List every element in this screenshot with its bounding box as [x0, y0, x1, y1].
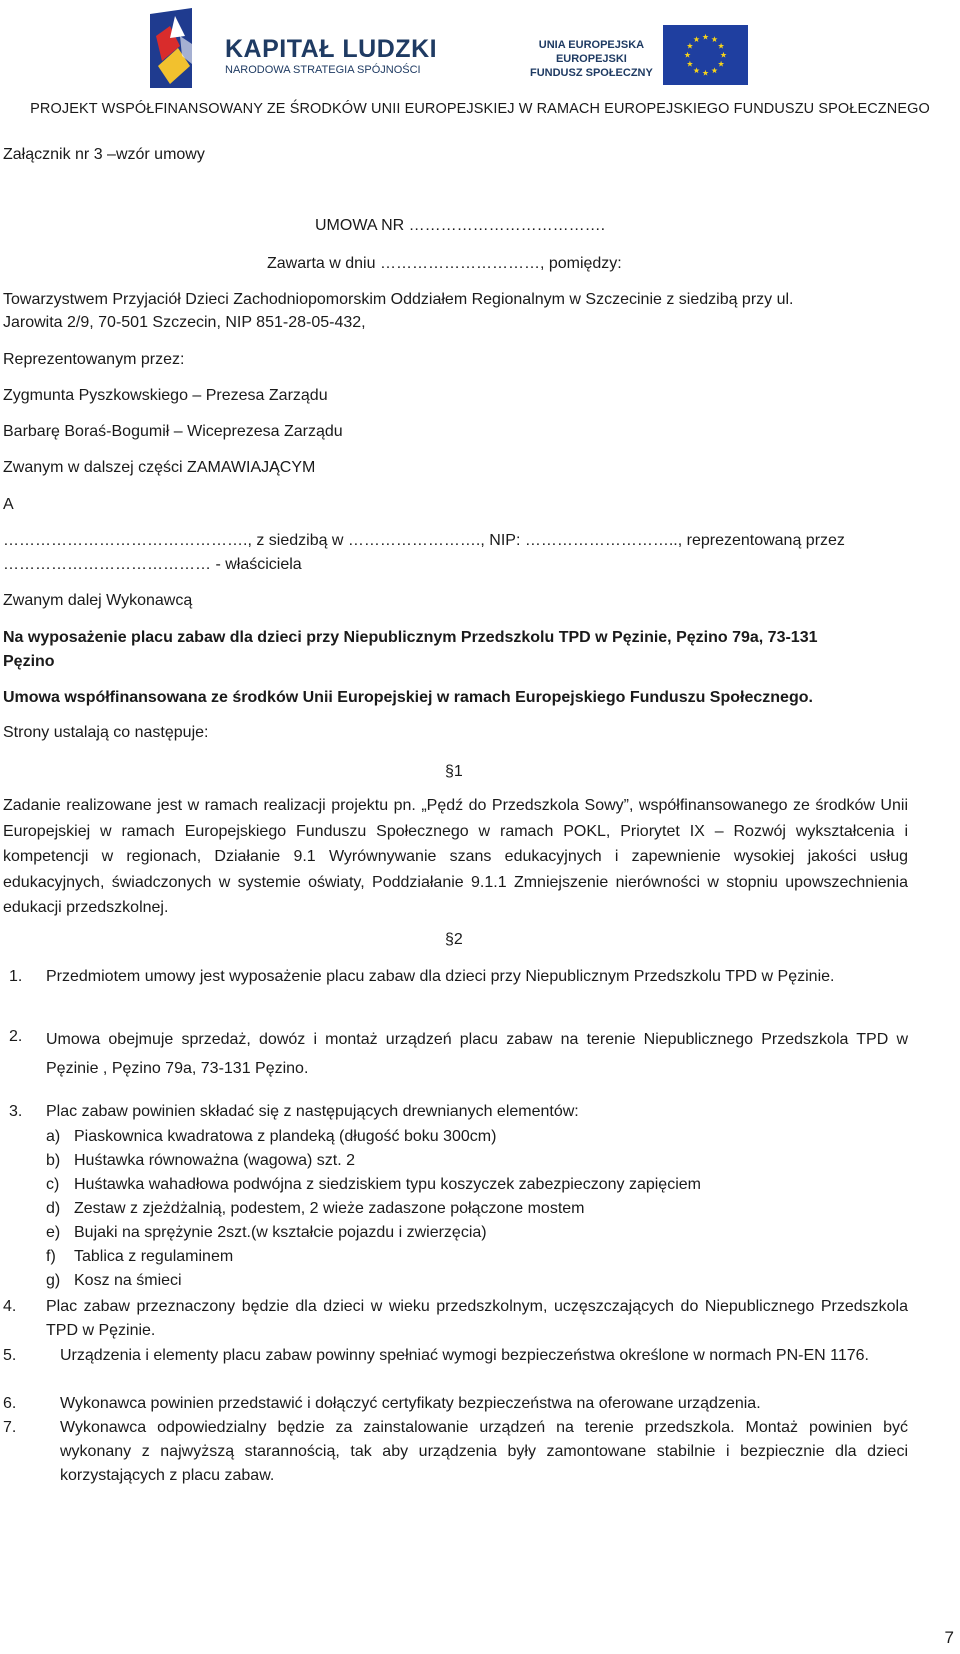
page-number: 7	[944, 1628, 954, 1647]
subitem-text: Tablica z regulaminem	[74, 1248, 234, 1265]
subitem-label: d)	[46, 1200, 61, 1217]
subitem-label: e)	[46, 1224, 61, 1241]
party1-line-2: Jarowita 2/9, 70-501 Szczecin, NIP 851-28-05-432,	[3, 314, 366, 331]
party2-line-2: ………………………………… - właściciela	[3, 556, 302, 573]
and-label: A	[3, 496, 14, 513]
subject-line-2: Pęzino	[3, 653, 55, 670]
project-line: PROJEKT WSPÓŁFINANSOWANY ZE ŚRODKÓW UNII EUROPEJSKIEJ W RAMACH EUROPEJSKIEGO FUNDUSZU SPOŁECZNEGO	[30, 101, 930, 117]
item-number: 1.	[9, 968, 23, 985]
represented-label: Reprezentowanym przez:	[3, 351, 185, 368]
subitem-label: a)	[46, 1128, 61, 1145]
attachment-label: Załącznik nr 3 –wzór umowy	[3, 146, 205, 163]
representative-1: Zygmunta Pyszkowskiego – Prezesa Zarządu	[3, 387, 328, 404]
called-contractor: Zwanym dalej Wykonawcą	[3, 592, 193, 609]
eu-line-2: EUROPEJSKI	[555, 53, 627, 65]
list-item: Przedmiotem umowy jest wyposażenie placu zabaw dla dzieci przy Niepublicznym Przedszkolu TPD w Pęzinie.	[46, 968, 835, 985]
kapital-ludzki-subtitle: NARODOWA STRATEGIA SPÓJNOŚCI	[225, 64, 421, 76]
section-1-text: Zadanie realizowane jest w ramach realizacji projektu pn. „Pędź do Przedszkola Sowy”, współfinansowanego ze środków Unii Europejskiej w ramach Europejskiego Funduszu Społecznego w ramach POKL, Priorytet IX – Rozwój wykształcenia i kompetencji w regionach, Działanie 9.1 Wyrównywanie szans edukacyjnych i zapewnienie wysokiej jakości usług edukacyjnych, świadczonych w systemie oświaty, Poddziałanie 9.1.1 Zmniejszenie nierówności w stopniu upowszechnienia edukacji przedszkolnej.	[3, 797, 908, 916]
subitem-label: f)	[46, 1248, 56, 1265]
eu-line-3: FUNDUSZ SPOŁECZNY	[530, 67, 653, 79]
list-item: Plac zabaw przeznaczony będzie dla dzieci w wieku przedszkolnym, uczęszczających do Niepublicznego Przedszkola TPD w Pęzinie.	[46, 1298, 908, 1339]
called-orderer: Zwanym w dalszej części ZAMAWIAJĄCYM	[3, 459, 316, 476]
section-2-heading: §2	[445, 931, 463, 948]
contract-title: UMOWA NR ……………………………….	[315, 217, 606, 234]
item-number: 4.	[3, 1298, 17, 1315]
subitem-text: Zestaw z zjeżdżalnią, podestem, 2 wieże zadaszone połączone mostem	[74, 1200, 585, 1217]
item-number: 5.	[3, 1347, 17, 1364]
party2-line-1: ………………………………………., z siedzibą w ……………………., NIP: ……………………….., reprezentowaną przez	[3, 532, 845, 549]
eu-fund-label	[530, 38, 653, 80]
representative-2: Barbarę Boraś-Bogumił – Wiceprezesa Zarządu	[3, 423, 343, 440]
item-number: 2.	[9, 1028, 23, 1045]
section-1-heading: §1	[445, 763, 463, 780]
subitem-text: Piaskownica kwadratowa z plandeką (długość boku 300cm)	[74, 1128, 497, 1145]
subject-line-1: Na wyposażenie placu zabaw dla dzieci przy Niepublicznym Przedszkolu TPD w Pęzinie, Pęzino 79a, 73-131	[3, 629, 818, 646]
kapital-ludzki-title: KAPITAŁ LUDZKI	[225, 35, 438, 63]
document-header	[0, 0, 960, 118]
item-number: 3.	[9, 1103, 23, 1120]
eu-flag-icon	[663, 25, 748, 85]
subitem-text: Huśtawka równoważna (wagowa) szt. 2	[74, 1152, 356, 1169]
eu-line-1: UNIA EUROPEJSKA	[538, 39, 645, 51]
party1-line-1: Towarzystwem Przyjaciół Dzieci Zachodniopomorskim Oddziałem Regionalnym w Szczecinie z siedzibą przy ul.	[3, 291, 794, 308]
concluded-line: Zawarta w dniu …………………………, pomiędzy:	[267, 255, 622, 272]
list-item: Wykonawca odpowiedzialny będzie za zainstalowanie urządzeń na terenie przedszkola. Montaż powinien być wykonany z najwyższą starannością, tak aby urządzenia były zamontowane stabilnie i bezpiecznie dla dzieci korzystających z placu zabaw.	[60, 1419, 908, 1484]
cofinanced-statement: Umowa współfinansowana ze środków Unii Europejskiej w ramach Europejskiego Funduszu Społecznego.	[3, 689, 813, 706]
subitem-text: Bujaki na sprężynie 2szt.(w kształcie pojazdu i zwierzęcia)	[74, 1224, 487, 1241]
item-number: 7.	[3, 1419, 17, 1436]
list-item: Umowa obejmuje sprzedaż, dowóz i montaż urządzeń placu zabaw na terenie Niepublicznego Przedszkola TPD w Pęzinie , Pęzino 79a, 73-131 Pęzino.	[46, 1031, 908, 1077]
list-item: Wykonawca powinien przedstawić i dołączyć certyfikaty bezpieczeństwa na oferowane urządzenia.	[60, 1395, 761, 1412]
subitem-text: Kosz na śmieci	[74, 1272, 182, 1289]
parties-agree-label: Strony ustalają co następuje:	[3, 724, 209, 741]
list-item: Plac zabaw powinien składać się z następujących drewnianych elementów:	[46, 1103, 579, 1120]
subitem-text: Huśtawka wahadłowa podwójna z siedziskiem typu koszyczek zabezpieczony zapięciem	[74, 1176, 701, 1193]
subitem-label: c)	[46, 1176, 60, 1193]
item-number: 6.	[3, 1395, 17, 1412]
subitem-label: g)	[46, 1272, 61, 1289]
list-item: Urządzenia i elementy placu zabaw powinny spełniać wymogi bezpieczeństwa określone w normach PN-EN 1176.	[60, 1347, 869, 1364]
subitem-label: b)	[46, 1152, 61, 1169]
